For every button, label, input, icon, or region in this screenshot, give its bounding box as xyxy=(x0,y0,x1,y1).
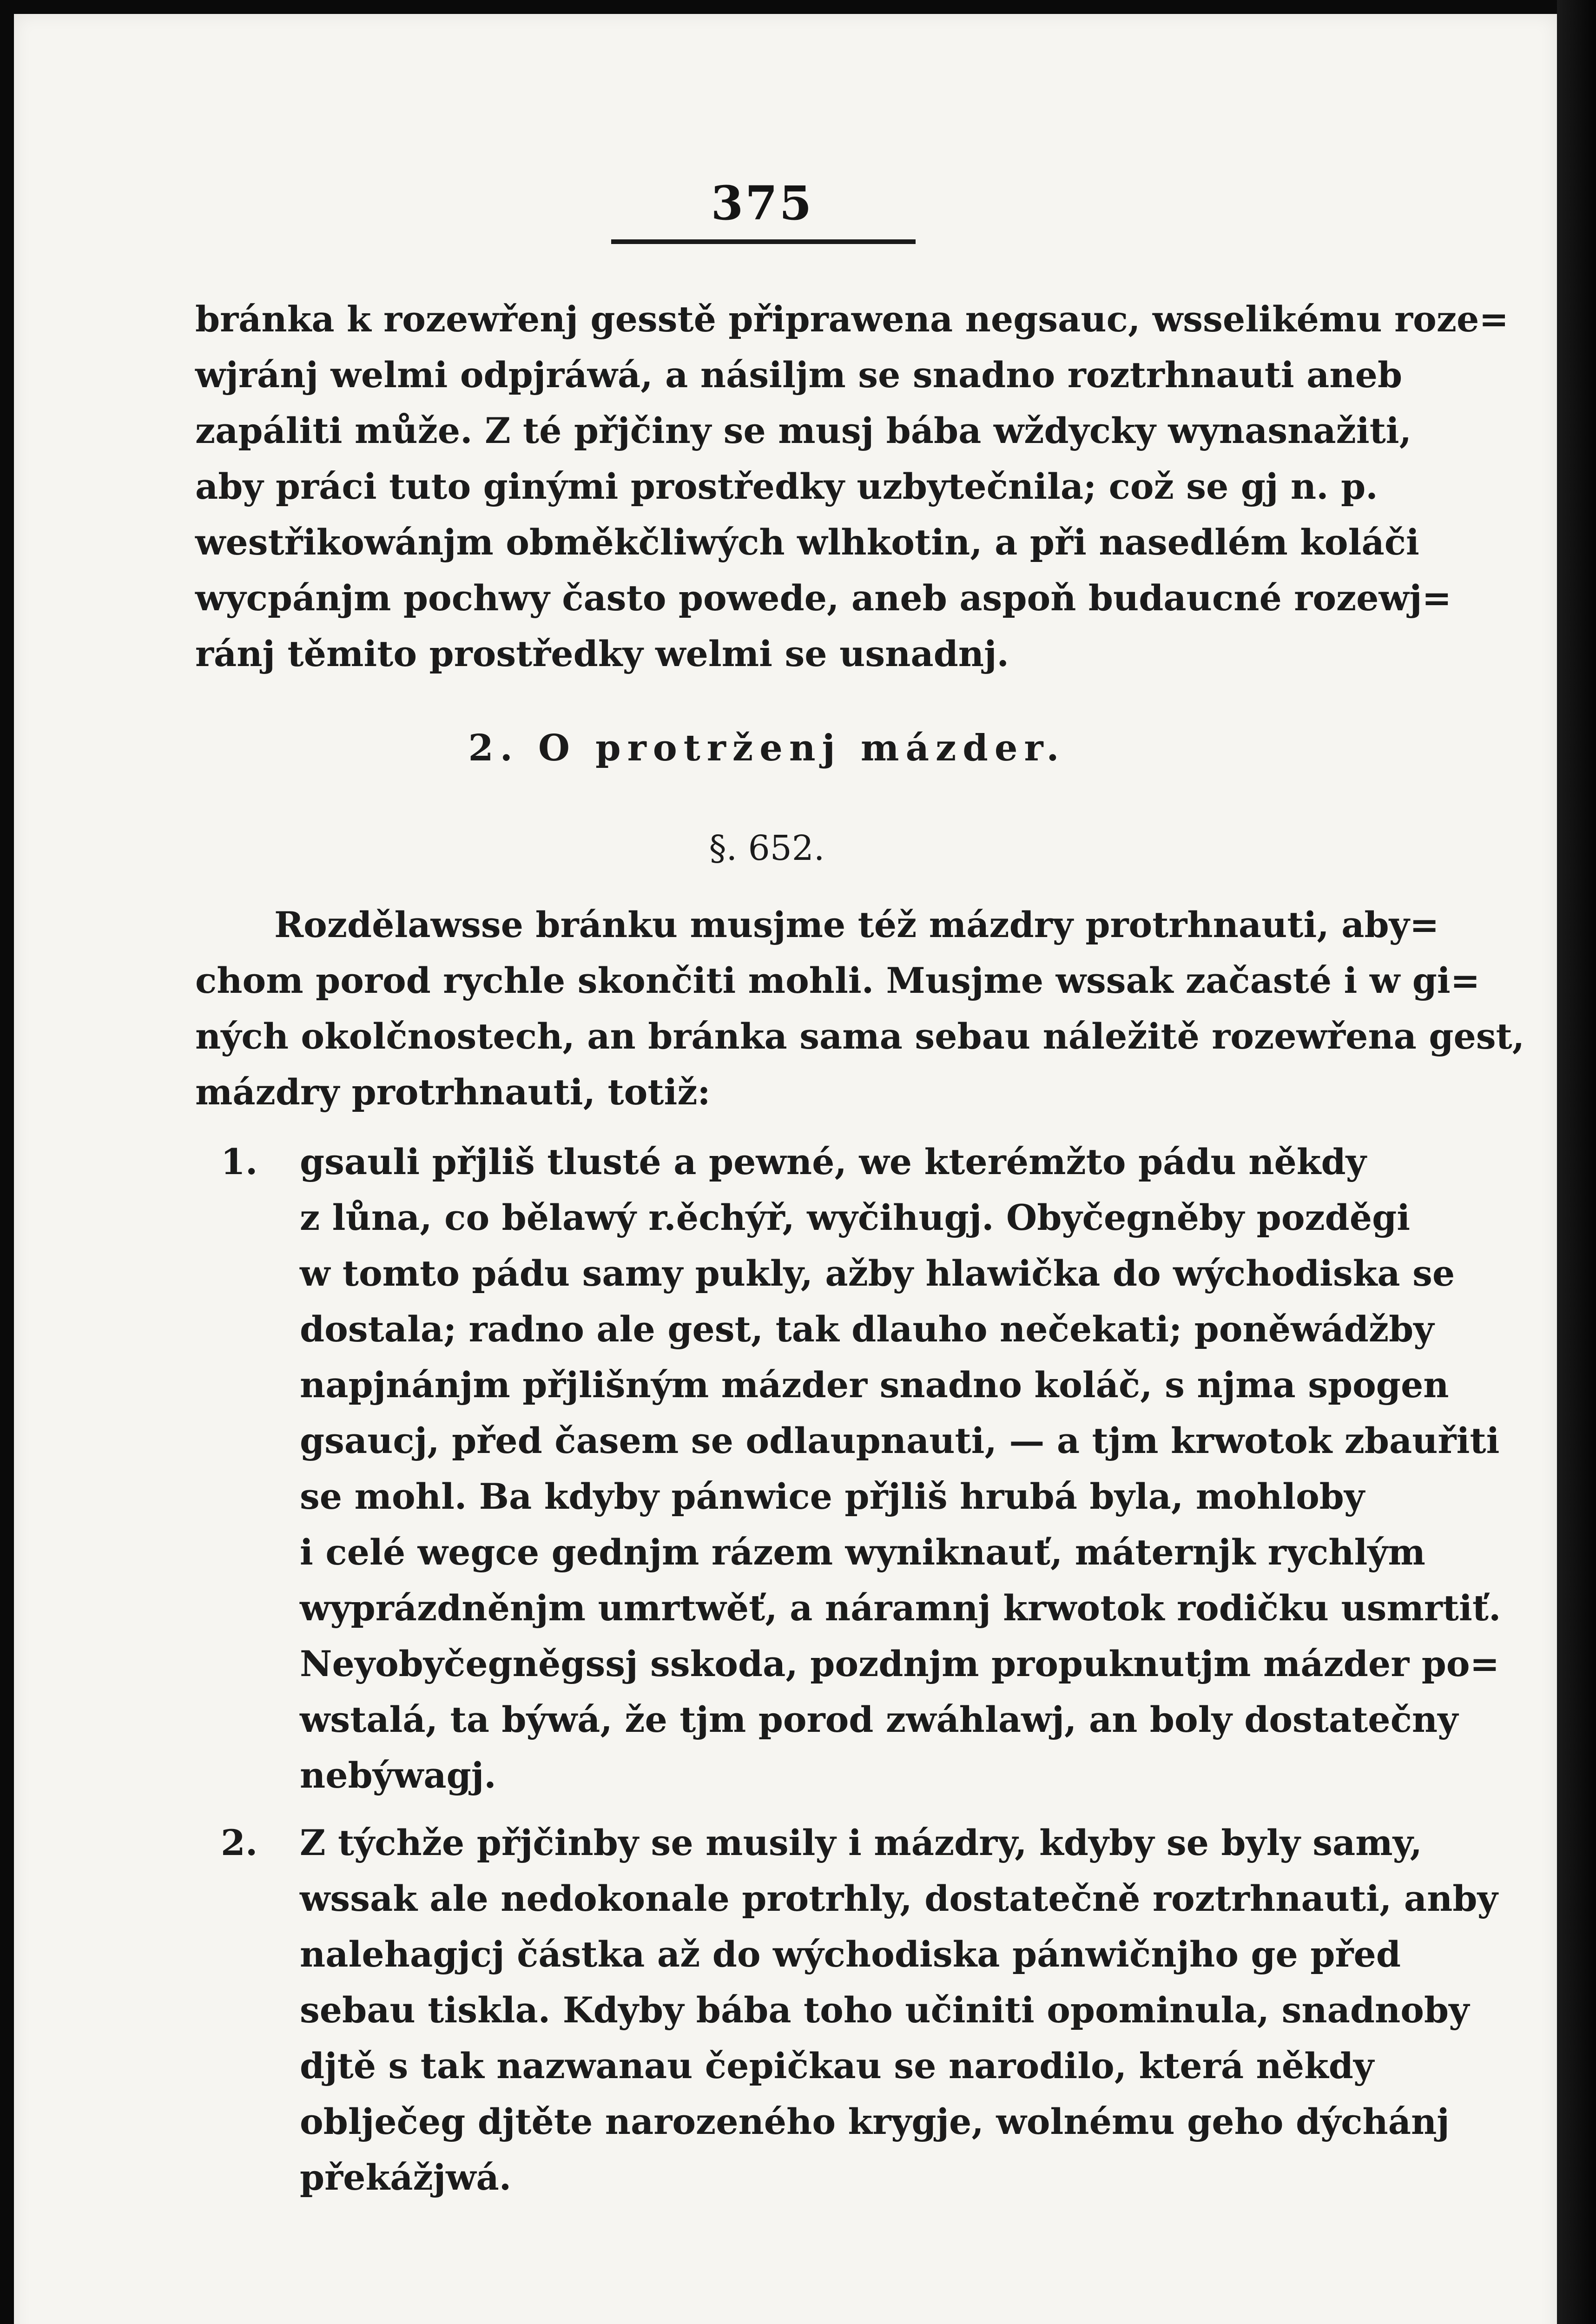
list-item-line: w tomto pádu samy pukly, ažby hlawička do wýchodiska se xyxy=(300,1253,1455,1294)
list-item-line: wyprázdněnjm umrtwěť, a náramnj krwotok rodičku usmrtiť. xyxy=(300,1587,1501,1629)
list-number: 1. xyxy=(221,1141,258,1182)
list-item-line: napjnánjm přjlišným mázder snadno koláč, s njma spogen xyxy=(300,1364,1449,1406)
list-item-line: gsauli přjliš tlusté a pewné, we kterémžto pádu někdy xyxy=(300,1141,1366,1182)
list-item-line: se mohl. Ba kdyby pánwice přjliš hrubá byla, mohloby xyxy=(300,1476,1365,1517)
list-item-line: Neyobyčegněgssj sskoda, pozdnjm propuknutjm mázder po= xyxy=(300,1643,1500,1684)
list-number: 2. xyxy=(221,1822,258,1863)
text-line: Rozdělawsse bránku musjme též mázdry protrhnauti, aby= xyxy=(274,904,1439,945)
text-line: ránj těmito prostředky welmi se usnadnj. xyxy=(195,633,1009,674)
text-line: ných okolčnostech, an bránka sama sebau náležitě rozewřena gest, xyxy=(195,1016,1525,1057)
list-item-line: překážjwá. xyxy=(300,2157,512,2198)
text-line: chom porod rychle skončiti mohli. Musjme wssak začasté i w gi= xyxy=(195,960,1480,1001)
section-heading: 2. O protrženj mázder. xyxy=(468,727,1066,769)
scan-edge xyxy=(1557,0,1596,2324)
section-number: §. 652. xyxy=(709,828,825,868)
list-item-line: i celé wegce gednjm rázem wyniknauť, máternjk rychlým xyxy=(300,1532,1425,1573)
text-line: aby práci tuto ginými prostředky uzbytečnila; což se gj n. p. xyxy=(195,466,1378,507)
list-item-line: nalehagjcj částka až do wýchodiska pánwičnjho ge před xyxy=(300,1934,1401,1975)
text-line: mázdry protrhnauti, totiž: xyxy=(195,1071,711,1113)
list-item-line: wssak ale nedokonale protrhly, dostatečně roztrhnauti, anby xyxy=(300,1878,1498,1919)
list-item-line: dostala; radno ale gest, tak dlauho nečekati; poněwádžby xyxy=(300,1308,1434,1350)
list-item-line: gsaucj, před časem se odlaupnauti, — a tjm krwotok zbauřiti xyxy=(300,1420,1500,1461)
list-item-line: z lůna, co bělawý r.ěchýř, wyčihugj. Obyčegněby pozděgi xyxy=(300,1197,1411,1238)
text-line: wycpánjm pochwy často powede, aneb aspoň budaucné rozewj= xyxy=(195,577,1452,619)
text-line: bránka k rozewřenj gesstě připrawena negsauc, wsselikému roze= xyxy=(195,298,1509,340)
list-item-line: wstalá, ta býwá, že tjm porod zwáhlawj, an boly dostatečny xyxy=(300,1699,1458,1740)
text-line: wjránj welmi odpjráwá, a násiljm se snadno roztrhnauti aneb xyxy=(195,354,1403,396)
list-item-line: nebýwagj. xyxy=(300,1755,496,1796)
list-item-line: Z týchže přjčinby se musily i mázdry, kdyby se byly samy, xyxy=(300,1822,1423,1863)
list-item-line: oblječeg djtěte narozeného krygje, wolnému geho dýchánj xyxy=(300,2101,1450,2142)
list-item-line: djtě s tak nazwanau čepičkau se narodilo, která někdy xyxy=(300,2045,1374,2086)
list-item-line: sebau tiskla. Kdyby bába toho učiniti opominula, snadnoby xyxy=(300,1989,1470,2031)
page-number: 375 xyxy=(711,176,814,231)
text-line: westřikowánjm obměkčliwých wlhkotin, a při nasedlém koláči xyxy=(195,522,1419,563)
text-line: zapáliti může. Z té přjčiny se musj bába wždycky wynasnažiti, xyxy=(195,410,1412,451)
header-rule xyxy=(611,239,916,244)
